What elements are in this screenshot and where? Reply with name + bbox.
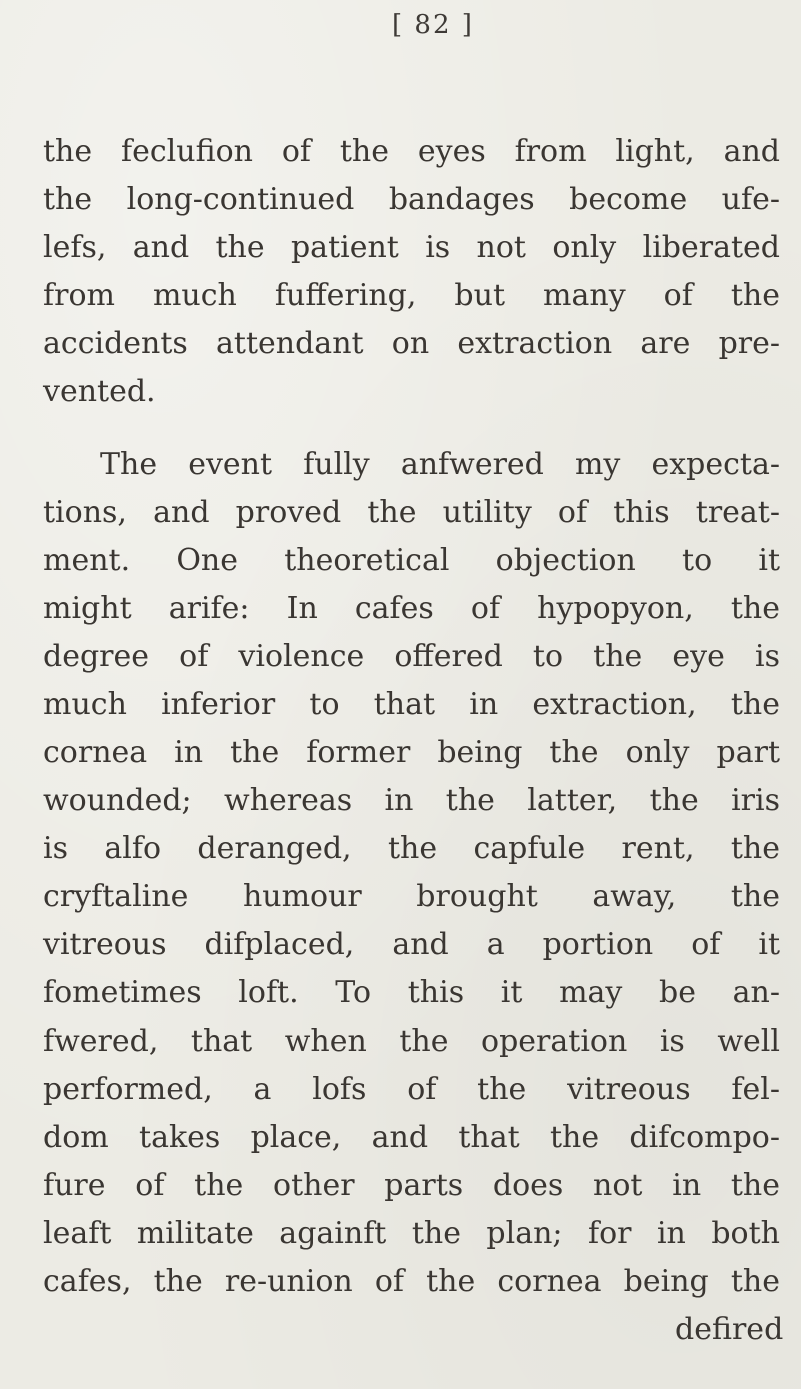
text-line-16: cryftaline humour brought away, the (43, 879, 780, 914)
text-line-18: fometimes loft. To this it may be an- (43, 975, 780, 1010)
text-line-17: vitreous difplaced, and a portion of it (43, 927, 780, 962)
text-line-14: wounded; whereas in the latter, the iris (43, 783, 780, 818)
text-line-19: fwered, that when the operation is well (43, 1024, 780, 1059)
text-line-1: the feclufion of the eyes from light, and (43, 134, 780, 169)
text-line-22: fure of the other parts does not in the (43, 1168, 780, 1203)
text-line-6: vented. (43, 374, 156, 409)
catchword: defired (675, 1312, 784, 1347)
text-line-9: ment. One theoretical objection to it (43, 543, 780, 578)
text-line-21: dom takes place, and that the difcompo- (43, 1120, 780, 1155)
text-line-3: lefs, and the patient is not only liberated (43, 230, 780, 265)
text-line-15: is alfo deranged, the capfule rent, the (43, 831, 780, 866)
text-line-11: degree of violence offered to the eye is (43, 639, 780, 674)
text-line-23: leaft militate againft the plan; for in both (43, 1216, 780, 1251)
text-line-7: The event fully anfwered my expecta- (100, 447, 780, 482)
text-line-13: cornea in the former being the only part (43, 735, 780, 770)
text-line-2: the long-continued bandages become ufe- (43, 182, 780, 217)
text-line-20: performed, a lofs of the vitreous fel- (43, 1072, 780, 1107)
text-line-12: much inferior to that in extraction, the (43, 687, 780, 722)
text-line-10: might arife: In cafes of hypopyon, the (43, 591, 780, 626)
text-line-4: from much fuffering, but many of the (43, 278, 780, 313)
text-line-5: accidents attendant on extraction are pre- (43, 326, 780, 361)
text-line-8: tions, and proved the utility of this treat- (43, 495, 780, 530)
page-number: [ 82 ] (392, 10, 474, 40)
text-line-24: cafes, the re-union of the cornea being the (43, 1264, 780, 1299)
